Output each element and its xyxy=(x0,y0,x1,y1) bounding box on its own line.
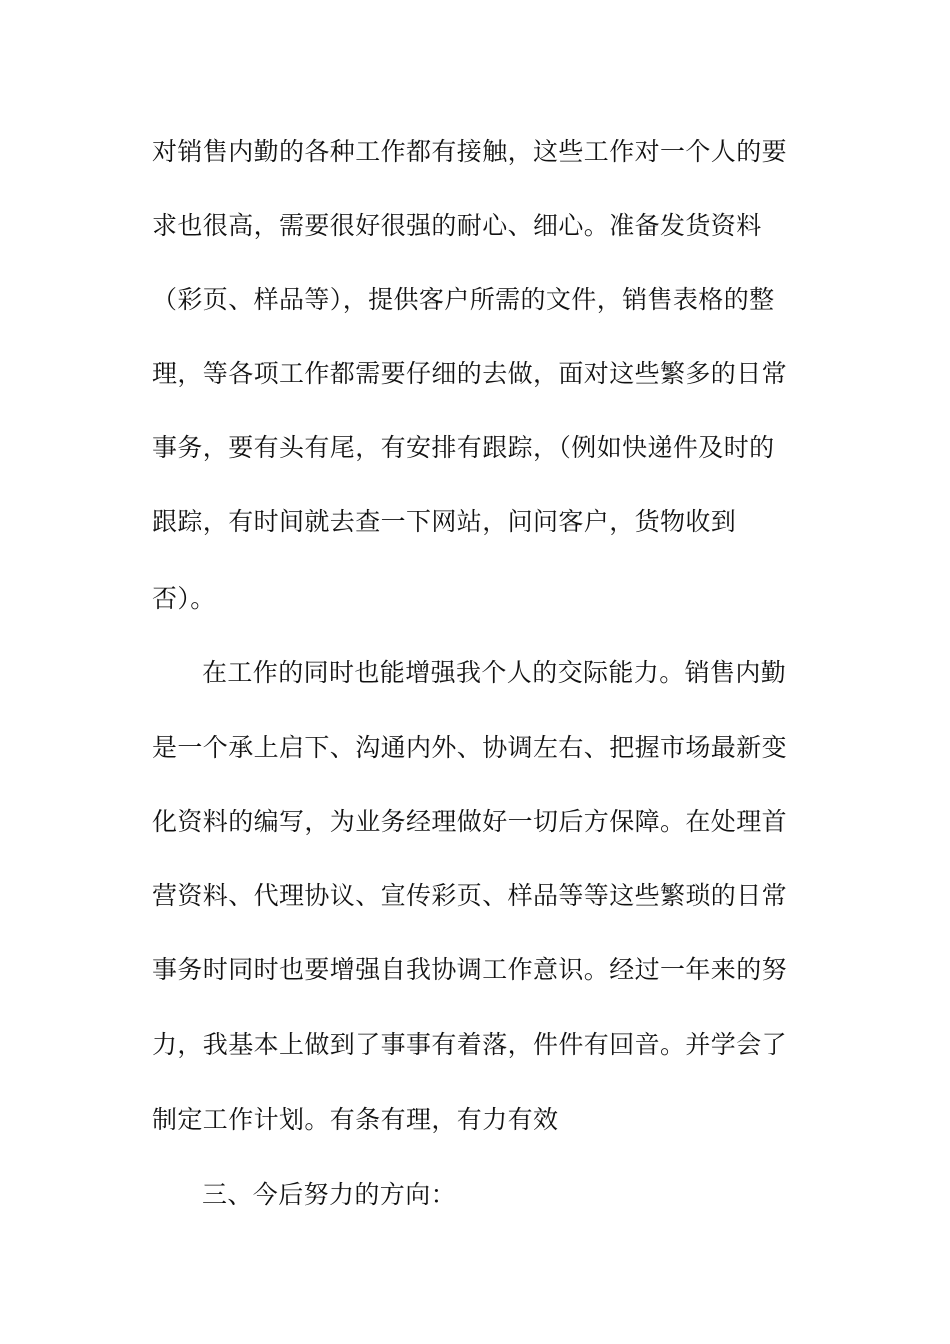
paragraph-2-line-2: 是一个承上启下、沟通内外、协调左右、把握市场最新变 xyxy=(152,733,788,762)
paragraph-2-line-3: 化资料的编写，为业务经理做好一切后方保障。在处理首 xyxy=(152,807,788,836)
paragraph-2-line-5: 事务时同时也要增强自我协调工作意识。经过一年来的努 xyxy=(152,955,788,984)
paragraph-1-line-5: 事务，要有头有尾，有安排有跟踪，（例如快递件及时的 xyxy=(152,433,775,462)
paragraph-1-line-7: 否）。 xyxy=(152,584,216,613)
paragraph-2-line-6: 力，我基本上做到了事事有着落，件件有回音。并学会了 xyxy=(152,1030,788,1059)
paragraph-1-line-4: 理，等各项工作都需要仔细的去做，面对这些繁多的日常 xyxy=(152,359,788,388)
section-heading-3: 三、今后努力的方向： xyxy=(202,1180,457,1209)
paragraph-1-line-6: 跟踪，有时间就去查一下网站，问问客户，货物收到 xyxy=(152,507,737,536)
paragraph-1-line-2: 求也很高，需要很好很强的耐心、细心。准备发货资料 xyxy=(152,211,762,240)
paragraph-1-line-3: （彩页、样品等），提供客户所需的文件，销售表格的整 xyxy=(152,285,775,314)
paragraph-2-line-1: 在工作的同时也能增强我个人的交际能力。销售内勤 xyxy=(202,658,787,687)
paragraph-2-line-4: 营资料、代理协议、宣传彩页、样品等等这些繁琐的日常 xyxy=(152,881,788,910)
paragraph-1-line-1: 对销售内勤的各种工作都有接触，这些工作对一个人的要 xyxy=(152,137,788,166)
paragraph-2-line-7: 制定工作计划。有条有理，有力有效 xyxy=(152,1105,559,1134)
